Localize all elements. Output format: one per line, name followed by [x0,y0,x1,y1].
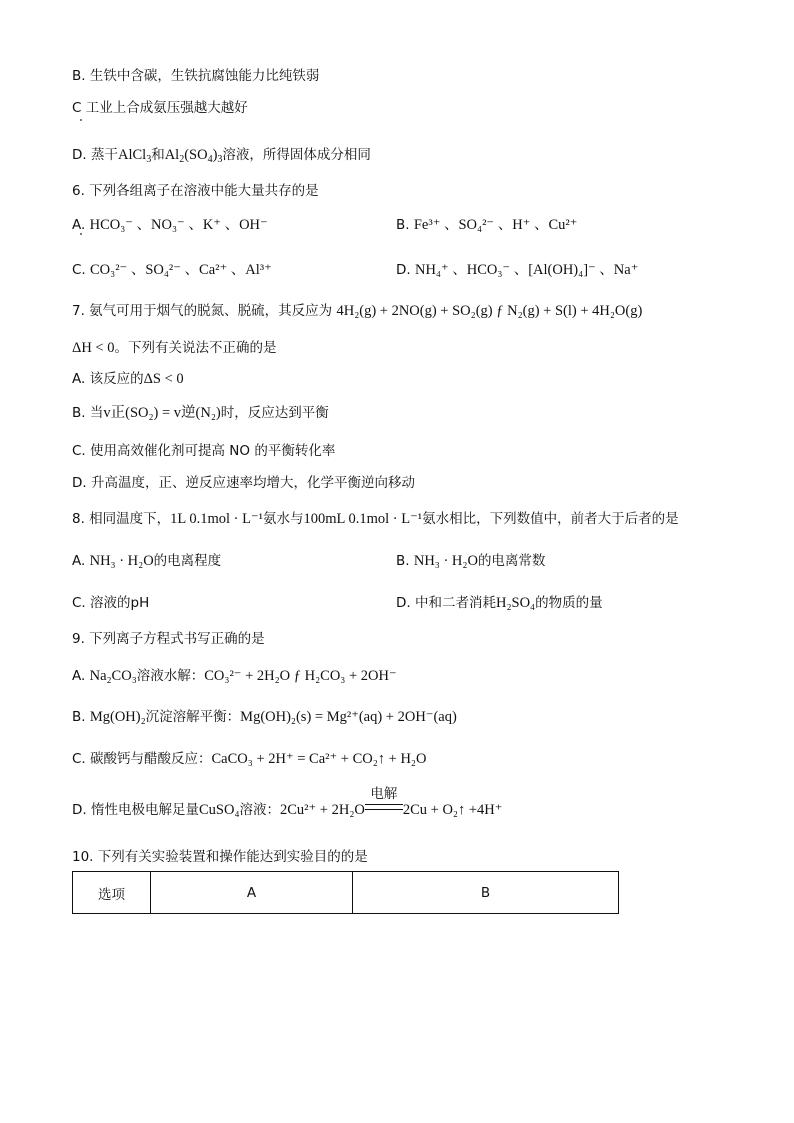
q8-option-b [396,551,545,571]
q9-d-equation-right: 2Cu + O₂↑ +4H⁺ [402,802,503,818]
q9-c-prefix: C. 碳酸钙与醋酸反应： [72,751,212,767]
q9-d-math1: CuSO₄ [198,802,240,818]
q8-d-prefix: D. 中和二者消耗 [396,595,496,611]
q8-conc-1: 1L 0.1mol · L⁻¹ [170,511,263,527]
q6-c-ions: CO₃²⁻ 、SO₄²⁻ 、Ca²⁺ 、Al³⁺ [90,262,272,278]
q6-stem: 6. 下列各组离子在溶液中能大量共存的是 [72,183,319,199]
q9-b-label: B. [72,709,86,725]
q9-b-mid: 沉淀溶解平衡： [145,709,241,725]
options-table [72,871,619,914]
q9-b-equation: Mg(OH)₂(s) = Mg²⁺(aq) + 2OH⁻(aq) [240,709,457,725]
q5-option-c: C 工业上合成氨压强越大越好 [72,100,248,116]
q8-stem [72,509,679,529]
q8-stem-prefix: 8. 相同温度下， [72,511,171,527]
q8-stem-suffix: 氨水相比，下列数值中，前者大于后者的是 [422,511,679,527]
table-row [73,872,619,914]
q7-stem [72,301,642,321]
q6-b-label: B. [396,217,410,233]
q8-b-suffix: 的电离常数 [477,553,546,569]
q8-d-suffix: 的物质的量 [535,595,603,611]
q6-a-ions: HCO₃⁻ 、NO₃⁻ 、K⁺ 、OH⁻ [89,217,268,233]
q8-b-math: NH₃ · H₂O [413,553,478,569]
q9-d-equation-left: 2Cu²⁺ + 2H₂O [280,802,365,818]
electrolysis-label: 电解 [370,786,398,802]
q6-option-c [72,260,272,280]
q6-d-ions: NH₄⁺ 、HCO₃⁻ 、[Al(OH)₄]⁻ 、Na⁺ [414,262,639,278]
q7-stem-cont [72,338,276,358]
q7-option-a [72,369,184,389]
formula-al2so43: $Al_2(SO_4)_3$ [164,147,223,165]
q9-option-d [72,786,503,820]
q8-conc-2: 100mL 0.1mol · L⁻¹ [303,511,423,527]
q5-d-and: 和 [151,147,165,163]
q8-option-c: C. 溶液的pH [72,595,150,611]
q7-enthalpy: ΔH < 0 [72,340,115,356]
q9-a-label: A. [72,668,86,684]
q9-c-equation: CaCO₃ + 2H⁺ = Ca²⁺ + CO₂↑ + H₂O [211,751,427,767]
q7-b-suffix: 时，反应达到平衡 [220,405,329,421]
q7-b-math: v正(SO₂) = v逆(N₂) [103,405,221,421]
q7-a-math: ΔS < 0 [143,371,184,387]
q6-option-b [396,215,577,235]
q7-b-prefix: B. 当 [72,405,104,421]
q9-option-c [72,749,426,769]
q7-stem-suffix: 。下列有关说法不正确的是 [114,340,277,356]
stray-dot-2 [80,233,82,235]
q6-c-label: C. [72,262,86,278]
table-header-option: 选项 [73,872,151,914]
q7-option-d: D. 升高温度，正、逆反应速率均增大，化学平衡逆向移动 [72,475,415,491]
q10-stem: 10. 下列有关实验装置和操作能达到实验目的的是 [72,849,368,865]
q9-stem: 9. 下列离子方程式书写正确的是 [72,631,265,647]
formula-alcl3: AlCl$_3$ [117,147,152,165]
q7-equation: 4H₂(g) + 2NO(g) + SO₂(g) ƒ N₂(g) + S(l) + 4H₂O(g) [336,303,643,319]
q8-a-math: NH₃ · H₂O [89,553,154,569]
q6-option-a [72,215,268,235]
q8-option-d [396,593,603,613]
q6-d-label: D. [396,262,411,278]
q8-b-label: B. [396,553,410,569]
q6-option-d [396,260,638,280]
q9-a-math1: Na₂CO₃ [89,668,137,684]
table-header-a: A [151,872,353,914]
q5-d-suffix: 溶液，所得固体成分相同 [222,147,371,163]
q8-d-math: H₂SO₄ [495,595,536,611]
q9-option-a [72,666,397,686]
q7-option-c: C. 使用高效催化剂可提高 NO 的平衡转化率 [72,443,336,459]
q7-stem-prefix: 7. 氨气可用于烟气的脱氮、脱硫，其反应为 [72,303,333,319]
q5-option-d [72,145,371,170]
q9-a-mid: 溶液水解： [136,668,205,684]
q6-b-ions: Fe³⁺ 、SO₄²⁻ 、H⁺ 、Cu²⁺ [413,217,578,233]
q9-b-math1: Mg(OH)₂ [89,709,146,725]
q5-d-prefix: D. 蒸干 [72,147,118,163]
q9-d-prefix: D. 惰性电极电解足量 [72,802,199,818]
q5-option-b: B. 生铁中含碳，生铁抗腐蚀能力比纯铁弱 [72,68,320,84]
electrolysis-condition [365,786,403,820]
q7-option-b [72,403,329,423]
q8-stem-mid: 氨水与 [263,511,304,527]
q7-a-prefix: A. 该反应的 [72,371,144,387]
table-header-b: B [353,872,619,914]
double-bar [365,804,403,810]
q8-option-a [72,551,221,571]
q8-a-label: A. [72,553,86,569]
q6-a-label: A. [72,217,86,233]
q9-a-equation: CO₃²⁻ + 2H₂O ƒ H₂CO₃ + 2OH⁻ [204,668,397,684]
q9-option-b [72,707,457,727]
q9-d-mid: 溶液： [239,802,280,818]
stray-dot [80,119,82,121]
q8-a-suffix: 的电离程度 [153,553,222,569]
